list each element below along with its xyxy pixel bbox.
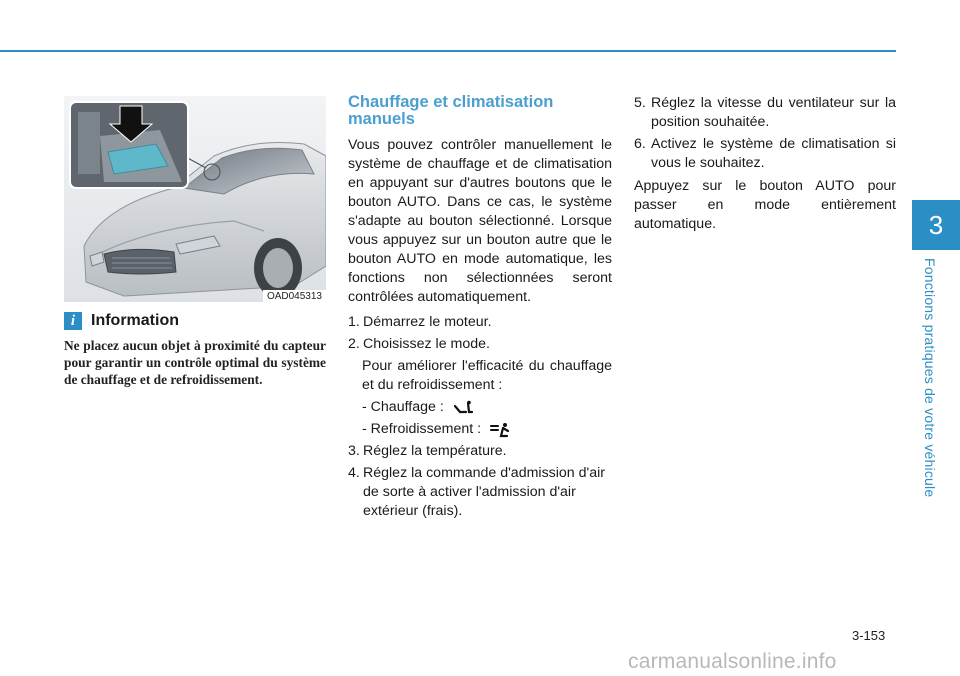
- section-outro: Appuyez sur le bouton AUTO pour passer en mode entièrement automatique.: [634, 178, 896, 232]
- step-1: [348, 313, 612, 332]
- step-5: [634, 94, 896, 132]
- mode-heating: [348, 398, 612, 417]
- step-text: Démarrez le moteur.: [363, 314, 492, 330]
- section-intro: Vous pouvez contrôler manuellement le système de chauffage et de climatisation en appuyant sur d'autres boutons que le bouton AUTO. Dans ce cas, le système s'adapte au bouton sélectionné. Lorsque vous appuyez sur un bouton autre que le bouton AUTO en mode automatique, les fonctions non sélectionnées seront contrôlées automatiquement.: [348, 137, 612, 305]
- chapter-tab: [912, 200, 960, 250]
- step-number: 2.: [348, 336, 360, 352]
- mode-label: - Chauffage :: [362, 399, 444, 415]
- step-3: [348, 442, 612, 461]
- information-title: Information: [91, 312, 179, 329]
- step-text: Réglez la commande d'admission d'air de sorte à activer l'admission d'air extérieur (frais).: [363, 465, 605, 519]
- step-text: Activez le système de climatisation si vous le souhaitez.: [651, 136, 896, 171]
- section-title: Chauffage et climatisation manuels: [348, 93, 554, 128]
- information-header: [64, 312, 326, 330]
- page-number: 3-153: [852, 628, 886, 643]
- mode-label: - Refroidissement :: [362, 421, 482, 437]
- step-4: [348, 464, 612, 521]
- right-column: [634, 94, 896, 234]
- car-illustration: [64, 96, 326, 302]
- chapter-number: 3: [928, 209, 944, 240]
- info-icon: i: [64, 312, 82, 330]
- face-mode-icon: [489, 422, 511, 438]
- figure-label: OAD045313: [263, 290, 326, 302]
- header-rule: [0, 50, 896, 52]
- information-body: Ne placez aucun objet à proximité du capteur pour garantir un contrôle optimal du système de chauffage et de refroidissement.: [64, 338, 326, 387]
- sensor-figure: [64, 96, 326, 302]
- step-text: Réglez la vitesse du ventilateur sur la position souhaitée.: [651, 95, 896, 130]
- left-column: [64, 96, 326, 388]
- step-text: Choisissez le mode.: [363, 336, 490, 352]
- floor-mode-icon: [452, 400, 474, 416]
- mode-cooling: [348, 420, 612, 439]
- step-2: [348, 335, 612, 354]
- chapter-title: Fonctions pratiques de votre véhicule: [922, 258, 938, 498]
- step-6: [634, 135, 896, 173]
- middle-column: [348, 94, 612, 524]
- step-number: 4.: [348, 465, 360, 481]
- step-text: Réglez la température.: [363, 443, 507, 459]
- step-number: 3.: [348, 443, 360, 459]
- step-number: 5.: [634, 95, 646, 111]
- step-number: 1.: [348, 314, 360, 330]
- watermark: carmanualsonline.info: [628, 650, 837, 673]
- step-2-detail: Pour améliorer l'efficacité du chauffage et du refroidissement :: [362, 358, 612, 393]
- step-number: 6.: [634, 136, 646, 152]
